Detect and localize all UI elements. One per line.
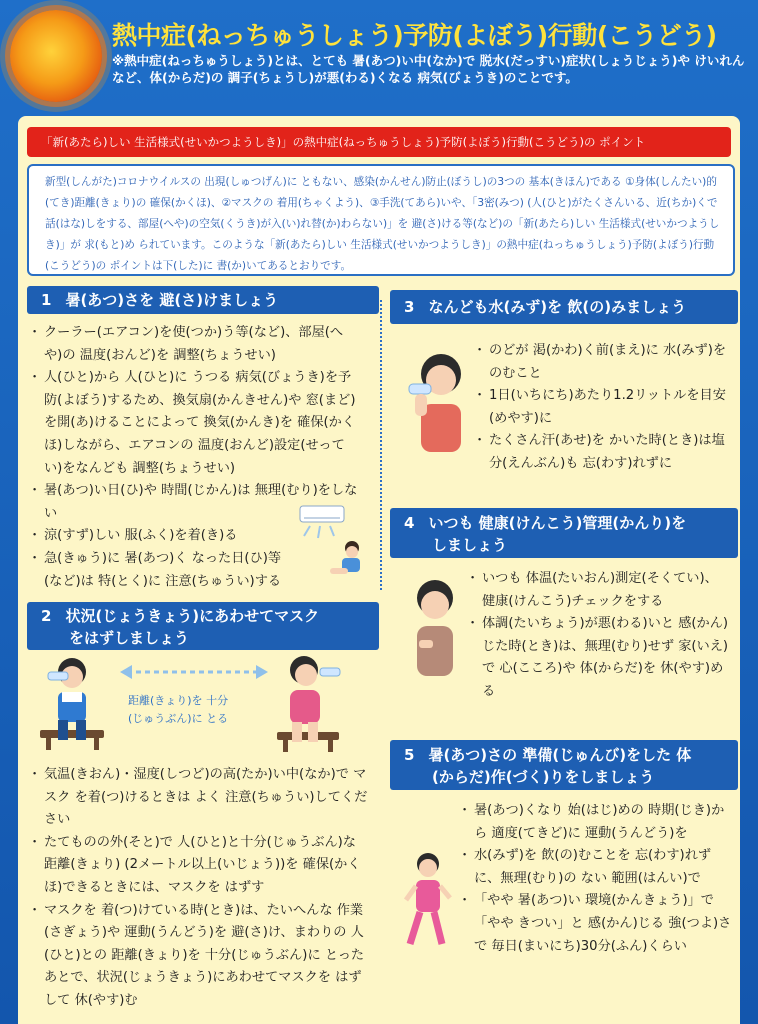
girl-drinking-illustration: [405, 350, 475, 460]
list-item: ・ のどが 渇(かわ)く前(まえ)に 水(みず)を のむこと: [475, 340, 730, 385]
list-item: ・ 暑(あつ)くなり 始(はじ)めの 時期(じき)から 適度(てきど)に 運動(うんどう)を: [460, 800, 732, 845]
section-2-title-line1: 状況(じょうきょう)にあわせてマスク: [65, 607, 320, 625]
girl-walking-illustration: [400, 850, 455, 960]
section-4-title-line2: しましょう: [432, 536, 508, 554]
list-item: ・ 気温(きおん)・湿度(しつど)の高(たか)い中(なか)で マスク を着(つ)けるときは よく 注意(ちゅうい)してください: [30, 764, 370, 832]
list-item: ・ 1日(いちにち)あたり1.2リットルを目安(めやす)に: [475, 385, 730, 430]
section-3-list: [475, 340, 730, 476]
distance-caption: [128, 692, 228, 728]
list-item: ・ 体調(たいちょう)が悪(わる)いと 感(かん)じた時(とき)は、無理(むり)せず 家(いえ)で 心(こころ)や 体(からだ)を 休(やす)める: [468, 613, 730, 703]
list-item: ・ たてものの外(そと)で 人(ひと)と十分(じゅうぶん)な 距離(きょり) (2メートル以上(いじょう))を 確保(かくほ)できるときには、マスクを はずす: [30, 832, 370, 900]
section-5-title-line1: 暑(あつ)さの 準備(じゅんび)をした 体: [428, 746, 692, 764]
list-item: ・ たくさん汗(あせ)を かいた時(とき)は塩分(えんぶん)も 忘(わす)れずに: [475, 430, 730, 475]
section-1-header: [27, 286, 379, 314]
section-3-number: 3: [404, 298, 415, 316]
list-item: ・ 涼(すず)しい 服(ふく)を着(き)る: [30, 525, 360, 548]
section-2-number: 2: [41, 607, 52, 625]
intro-box: 新型(しんがた)コロナウイルスの 出現(しゅつげん)に ともない、感染(かんせん)防止(ぼうし)の3つの 基本(きほん)である ①身体(しんたい)的(てき)距離(きょり)の 確保(かくほ)、②マスクの 着用(ちゃくよう)、③手洗(てあら)いや、「3密(みつ) (人(ひと)がたくさんいる、近(ちか)くで話(はな)しをする、部屋(へや)の空気(くうき)が入(い)れ替(か)わらない)」を 避(さ)ける等(など)の「新(あたら)しい 生活様式(せいかつようしき)」が 求(もと)め られています。このような「新(あたら)しい 生活様式(せいかつようしき)」の熱中症(ねっちゅうしょう)予防(よぼう)行動(こうどう)の ポイントは下(した)に 書(か)いてあるとおりです。: [27, 164, 735, 276]
section-4-number: 4: [404, 514, 415, 532]
sun-icon: [10, 10, 102, 102]
section-4-header: [390, 508, 738, 558]
section-3-title: なんども水(みず)を 飲(の)みましょう: [428, 298, 687, 316]
section-1-number: 1: [41, 291, 52, 309]
page-title: 熱中症(ねっちゅうしょう)予防(よぼう)行動(こうどう): [112, 21, 717, 50]
section-5-header: [390, 740, 738, 790]
list-item: ・ 「やや 暑(あつ)い 環境(かんきょう)」で「やや きつい」と 感(かん)じる 強(つよ)さで 毎日(まいにち)30分(ふん)くらい: [460, 890, 732, 958]
section-5-number: 5: [404, 746, 415, 764]
list-item: ・ 暑(あつ)い日(ひ)や 時間(じかん)は 無理(むり)をしない: [30, 480, 360, 525]
section-4-list: [468, 568, 730, 704]
section-3-header: [390, 290, 738, 324]
list-item: ・ 人(ひと)から 人(ひと)に うつる 病気(びょうき)を予防(よぼう)するため、換気扇(かんきせん)や 窓(まど)を開(あ)けることによって 換気(かんき)を 確保(かくほ)しながら、エアコンの 温度(おんど)設定(せってい)をなんども 調整(ちょうせい): [30, 367, 360, 480]
list-item: ・ マスクを 着(つ)けている時(とき)は、たいへんな 作業(さぎょう)や 運動(うんどう)を 避(さ)け、まわりの 人(ひと)との 距離(きょり)を 十分(じゅうぶん)に とった あとで、状況(じょうきょう)にあわせてマスクを はずして 休(やす)む: [30, 900, 370, 1013]
section-5-list: [460, 800, 732, 958]
air-conditioner-illustration: [290, 500, 370, 585]
page-subtitle: ※熱中症(ねっちゅうしょう)とは、とても 暑(あつ)い中(なか)で 脱水(だっすい)症状(しょうじょう)や けいれんなど、体(からだ)の 調子(ちょうし)が悪(わる)くなる 病気(びょうき)のことです。: [112, 53, 745, 85]
distance-caption-line2: (じゅうぶん)に とる: [128, 712, 229, 725]
section-2-header: [27, 602, 379, 650]
section-2-list: [30, 764, 370, 1013]
list-item: ・ 急(きゅう)に 暑(あつ)く なった日(ひ)等(など)は 特(とく)に 注意(ちゅうい)する: [30, 548, 294, 593]
divider: [380, 300, 382, 590]
section-1-title: 暑(あつ)さを 避(さ)けましょう: [65, 291, 279, 309]
distance-caption-line1: 距離(きょり)を 十分: [128, 694, 229, 707]
list-item: ・ クーラー(エアコン)を使(つか)う等(など)、部屋(へや)の 温度(おんど)を 調整(ちょうせい): [30, 322, 360, 367]
list-item: ・ いつも 体温(たいおん)測定(そくてい)、健康(けんこう)チェックをする: [468, 568, 730, 613]
section-5-title-line2: (からだ)作(づく)りをしましょう: [432, 768, 655, 786]
list-item: ・ 水(みず)を 飲(の)むことを 忘(わす)れずに、無理(むり)の ない 範囲(はんい)で: [460, 845, 732, 890]
points-banner: 「新(あたら)しい 生活様式(せいかつようしき)」の熱中症(ねっちゅうしょう)予防(よぼう)行動(こうどう)の ポイント: [27, 127, 731, 157]
woman-thermometer-illustration: [405, 578, 465, 688]
section-4-title-line1: いつも 健康(けんこう)管理(かんり)を: [428, 514, 687, 532]
section-2-title-line2: をはずしましょう: [69, 629, 190, 647]
